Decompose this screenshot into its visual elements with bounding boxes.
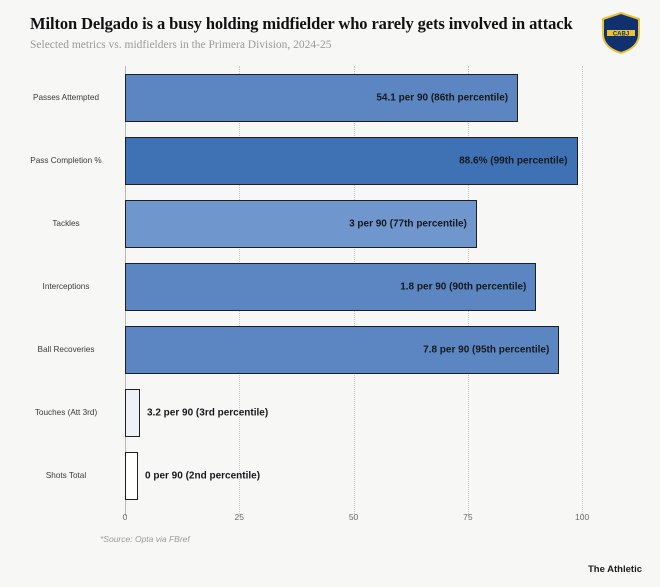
chart-row xyxy=(0,381,660,444)
crest-label: CABJ xyxy=(612,31,630,38)
bar-container xyxy=(125,74,518,122)
chart-row xyxy=(0,444,660,507)
x-tick-75: 75 xyxy=(463,512,473,522)
bar-shots-total xyxy=(125,452,261,500)
club-crest-icon xyxy=(600,12,642,54)
bar-container xyxy=(125,200,477,248)
bar-value-label: 7.8 per 90 (95th percentile) xyxy=(423,344,550,355)
bar-passes-attempted xyxy=(125,74,518,122)
bar-tackles xyxy=(125,200,477,248)
chart-header xyxy=(30,14,590,53)
bar-container xyxy=(125,389,269,437)
row-label: Passes Attempted xyxy=(33,92,99,102)
bar-value-label: 3 per 90 (77th percentile) xyxy=(349,218,467,229)
row-label: Ball Recoveries xyxy=(37,344,95,354)
row-label: Tackles xyxy=(52,218,80,228)
bar-container xyxy=(125,452,261,500)
page-title: Milton Delgado is a busy holding midfielder who rarely gets involved in attack xyxy=(30,14,573,33)
x-tick-50: 50 xyxy=(348,512,359,522)
brand-label: The Athletic xyxy=(587,564,642,575)
bar-value-label: 88.6% (99th percentile) xyxy=(459,155,568,166)
chart-row xyxy=(0,66,660,129)
row-label: Touches (Att 3rd) xyxy=(34,407,98,417)
chart-rows xyxy=(0,66,660,507)
bar-ball-recoveries xyxy=(125,326,559,374)
x-tick-100: 100 xyxy=(575,512,590,522)
bar-value-label: 54.1 per 90 (86th percentile) xyxy=(376,92,509,103)
bar-interceptions xyxy=(125,263,536,311)
chart-row xyxy=(0,129,660,192)
bar-chart xyxy=(0,66,660,526)
bar-container xyxy=(125,263,536,311)
x-tick-0: 0 xyxy=(122,512,128,522)
page-subtitle: Selected metrics vs. midfielders in the Primera Division, 2024-25 xyxy=(30,38,332,51)
chart-row xyxy=(0,192,660,255)
x-tick-25: 25 xyxy=(234,512,244,522)
row-label: Shots Total xyxy=(45,470,87,480)
bar-value-label: 3.2 per 90 (3rd percentile) xyxy=(147,407,269,418)
bar-pass-completion xyxy=(125,137,578,185)
chart-row xyxy=(0,318,660,381)
x-axis xyxy=(122,512,605,532)
bar-container xyxy=(125,137,578,185)
bar-value-label: 1.8 per 90 (90th percentile) xyxy=(400,281,527,292)
bar-value-label: 0 per 90 (2nd percentile) xyxy=(145,470,261,481)
row-label: Pass Completion % xyxy=(30,155,102,165)
row-label: Interceptions xyxy=(42,281,90,291)
source-note: *Source: Opta via FBref xyxy=(100,534,190,544)
chart-row xyxy=(0,255,660,318)
bar-container xyxy=(125,326,559,374)
bar-touches-att-3rd xyxy=(125,389,269,437)
